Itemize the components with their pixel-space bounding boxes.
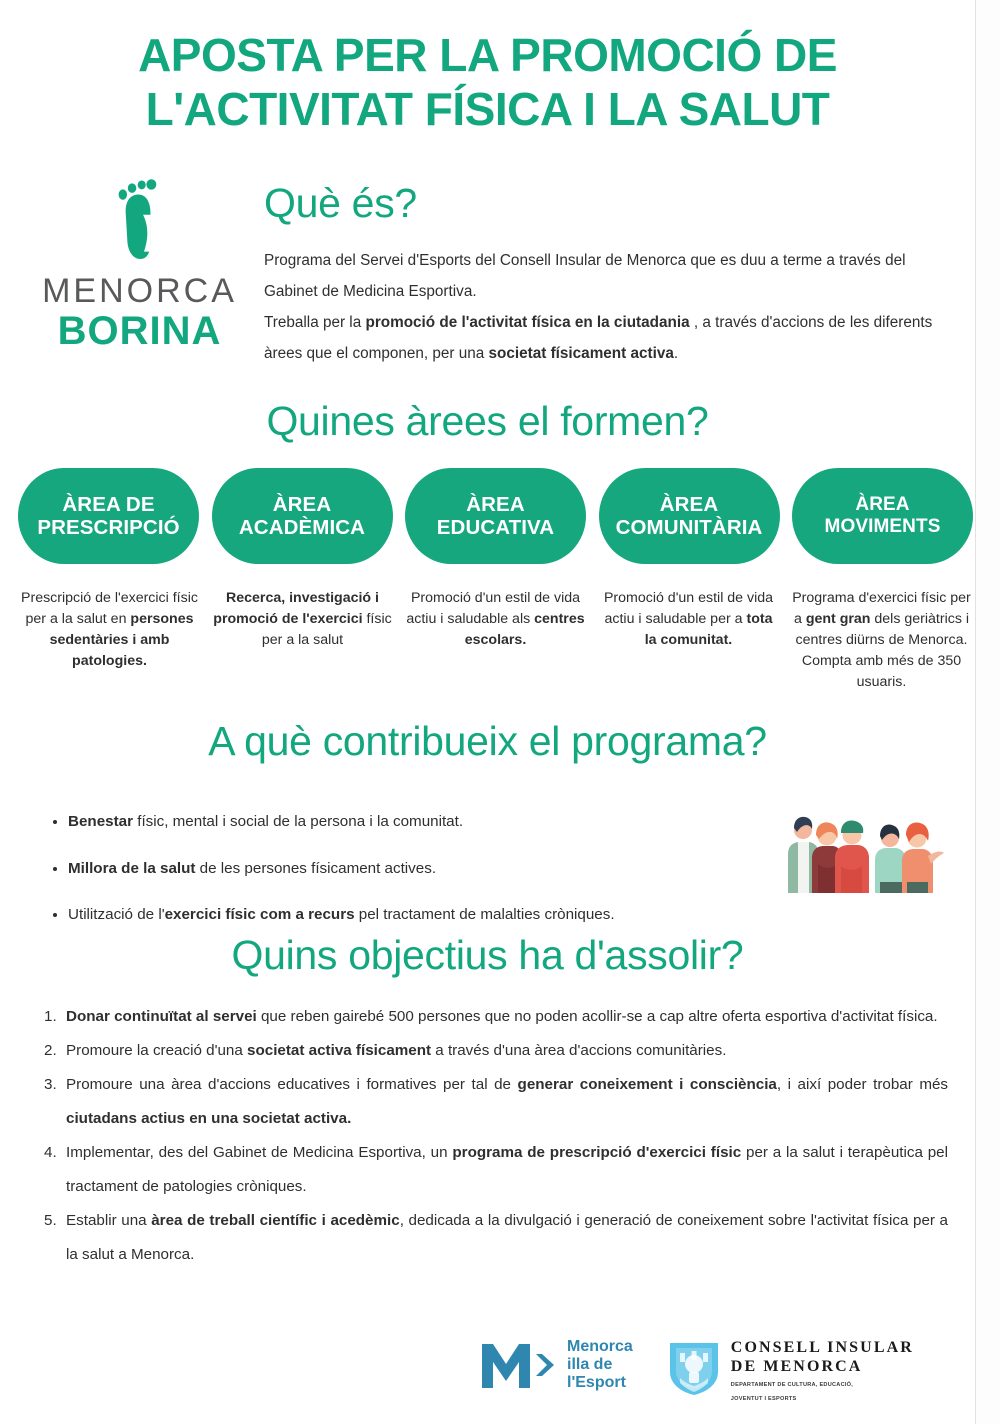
que-es-body xyxy=(264,245,944,369)
d4-a: Promoció d'un estil de vida actiu i saludable per a xyxy=(603,590,774,627)
o2-lead: Promoure la creació d'una xyxy=(66,1042,248,1059)
o5-rest: , dedicada a la divulgació i generació de coneixement sobre l'activitat física per a la salut a Menorca. xyxy=(66,1212,949,1263)
b3-bold: exercici físic com a recurs xyxy=(164,906,355,924)
b1-rest: físic, mental i social de la persona i la comunitat. xyxy=(133,813,464,830)
o1-bold: Donar continuïtat al servei xyxy=(66,1008,257,1025)
o3-rest: , i així poder trobar més xyxy=(776,1076,949,1093)
footprint-icon xyxy=(98,178,181,270)
objectiu-num-1: 1. xyxy=(44,1008,57,1025)
o4-rest: per a la salut i terapèutica pel tractament de patologies cròniques. xyxy=(66,1144,949,1195)
o1-rest: que reben gairebé 500 persones que no poden acollir-se a cap altre oferta esportiva d'activitat física. xyxy=(256,1008,938,1025)
area-bubble-educativa[interactable]: ÀREA EDUCATIVA xyxy=(405,468,586,564)
consell-insular-logo xyxy=(667,1338,914,1404)
footer-logos xyxy=(480,1338,950,1410)
area-bubbles xyxy=(18,468,973,564)
objectiu-num-5: 5. xyxy=(44,1212,57,1229)
menorca-borina-logo xyxy=(32,178,247,352)
d5-c: dels geriàtrics i centres diürns de Menorca. Compta amb més de 350 usuaris. xyxy=(795,611,970,690)
objectiu-row-2 xyxy=(44,1034,948,1068)
objectiu-row-5 xyxy=(44,1204,948,1272)
consell-dept-line-2: JOVENTUT I ESPORTS xyxy=(730,1396,797,1403)
d1-b: persones sedentàries i amb patologies. xyxy=(49,611,194,669)
area-desc-academica xyxy=(211,588,394,651)
o4-bold: programa de prescripció d'exercici físic xyxy=(452,1144,742,1161)
logo-menorca-text: MENORCA xyxy=(42,272,237,310)
section-heading-arees: Quines àrees el formen? xyxy=(266,398,709,444)
page-title-line2: L'ACTIVITAT FÍSICA I LA SALUT xyxy=(145,83,830,136)
bullet-item-1 xyxy=(68,812,806,833)
objectiu-num-2: 2. xyxy=(44,1042,57,1059)
bullet-item-2 xyxy=(68,859,806,880)
area-bubble-academica[interactable]: ÀREA ACADÈMICA xyxy=(212,468,393,564)
o3-bold: generar coneixement i consciència xyxy=(517,1076,777,1093)
objectiu-text-3 xyxy=(66,1068,948,1136)
p2-c: , a través d'accions de les diferents àrees que el componen, per una xyxy=(264,314,933,362)
d3-a: Promoció d'un estil de vida actiu i saludable als xyxy=(406,590,581,627)
esport-line-1: Menorca xyxy=(567,1338,633,1355)
objectiu-text-5 xyxy=(66,1204,948,1272)
objectius-list xyxy=(44,1000,948,1272)
d3-b: centres escolars. xyxy=(464,611,585,648)
objectiu-text-2 xyxy=(66,1034,948,1068)
area-bubble-prescripcio[interactable]: ÀREA DE PRESCRIPCIÓ xyxy=(18,468,199,564)
esport-line-2: illa de xyxy=(567,1355,613,1373)
contribueix-bullet-list xyxy=(46,812,806,926)
b2-bold: Millora de la salut xyxy=(68,859,196,877)
area-desc-comunitaria xyxy=(597,588,780,651)
area-desc-moviments xyxy=(790,588,973,693)
o3-bold2: ciutadans actius en una societat activa. xyxy=(66,1110,352,1127)
d5-a: Programa d'exercici físic per a xyxy=(792,590,971,627)
b2-rest: de les persones físicament actives. xyxy=(195,859,437,877)
page-title xyxy=(0,28,975,137)
b3-rest: pel tractament de malalties cròniques. xyxy=(354,906,615,924)
section-heading-contribueix: A què contribueix el programa? xyxy=(208,718,767,764)
o2-bold: societat activa físicament xyxy=(247,1042,432,1059)
esport-logo-text xyxy=(567,1338,633,1392)
que-es-paragraph-2 xyxy=(264,307,944,369)
d2-b: Recerca, investigació i promoció de l'exercici xyxy=(213,590,379,627)
objectiu-row-3 xyxy=(44,1068,948,1136)
p2-a: Treballa per la xyxy=(264,314,366,331)
o4-lead: Implementar, des del Gabinet de Medicina Esportiva, un xyxy=(66,1144,453,1161)
objectiu-text-4 xyxy=(66,1136,948,1204)
area-bubble-moviments[interactable]: ÀREA MOVIMENTS xyxy=(792,468,973,564)
section-heading-objectius: Quins objectius ha d'assolir? xyxy=(231,932,744,978)
objectiu-num-4: 4. xyxy=(44,1144,57,1161)
d5-b: gent gran xyxy=(805,611,871,627)
d4-b: tota la comunitat. xyxy=(644,611,773,648)
objectiu-row-1 xyxy=(44,1000,948,1034)
b1-bold: Benestar xyxy=(68,813,133,830)
page-edge-line xyxy=(975,0,976,1424)
page-right-margin xyxy=(976,0,1000,1424)
objectiu-text-1 xyxy=(66,1000,948,1034)
group-of-people-illustration xyxy=(778,808,948,893)
consell-line-1: CONSELL INSULAR xyxy=(730,1339,914,1356)
bullet-item-3 xyxy=(68,905,806,926)
consell-logo-text xyxy=(731,1338,914,1404)
o3-lead: Promoure una àrea d'accions educatives i formatives per tal de xyxy=(66,1076,518,1093)
b3-lead: Utilització de l' xyxy=(68,906,165,924)
consell-dept-line-1: DEPARTAMENT DE CULTURA, EDUCACIÓ, xyxy=(730,1382,854,1389)
consell-line-2: DE MENORCA xyxy=(730,1358,863,1376)
d2-c: físic per a la salut xyxy=(261,611,392,648)
area-desc-prescripcio xyxy=(18,588,201,672)
m-chevron-logo-icon xyxy=(480,1342,558,1388)
consell-insular-shield-icon xyxy=(667,1338,721,1396)
p2-b: promoció de l'activitat física en la ciutadania xyxy=(365,314,690,331)
area-bubble-comunitaria[interactable]: ÀREA COMUNITÀRIA xyxy=(599,468,780,564)
o5-bold: àrea de treball científic i acedèmic xyxy=(151,1212,400,1229)
logo-borina-text: BORINA xyxy=(57,308,222,353)
page-title-line1: APOSTA PER LA PROMOCIÓ DE xyxy=(138,29,837,81)
menorca-illa-de-lesport-logo xyxy=(480,1338,633,1392)
section-heading-que-es: Què és? xyxy=(264,180,417,226)
esport-line-3: l'Esport xyxy=(567,1373,626,1391)
o2-rest: a través d'una àrea d'accions comunitàries. xyxy=(431,1042,727,1059)
d1-a: Prescripció de l'exercici físic per a la salut en xyxy=(21,590,198,627)
p2-d: societat físicament activa xyxy=(488,345,674,362)
o5-lead: Establir una xyxy=(66,1212,152,1229)
p2-e: . xyxy=(673,345,679,362)
que-es-paragraph-1: Programa del Servei d'Esports del Consell Insular de Menorca que es duu a terme a través del Gabinet de Medicina Esportiva. xyxy=(264,252,906,300)
area-desc-educativa xyxy=(404,588,587,651)
objectiu-num-3: 3. xyxy=(44,1076,57,1093)
objectiu-row-4 xyxy=(44,1136,948,1204)
area-descriptions xyxy=(18,588,973,693)
